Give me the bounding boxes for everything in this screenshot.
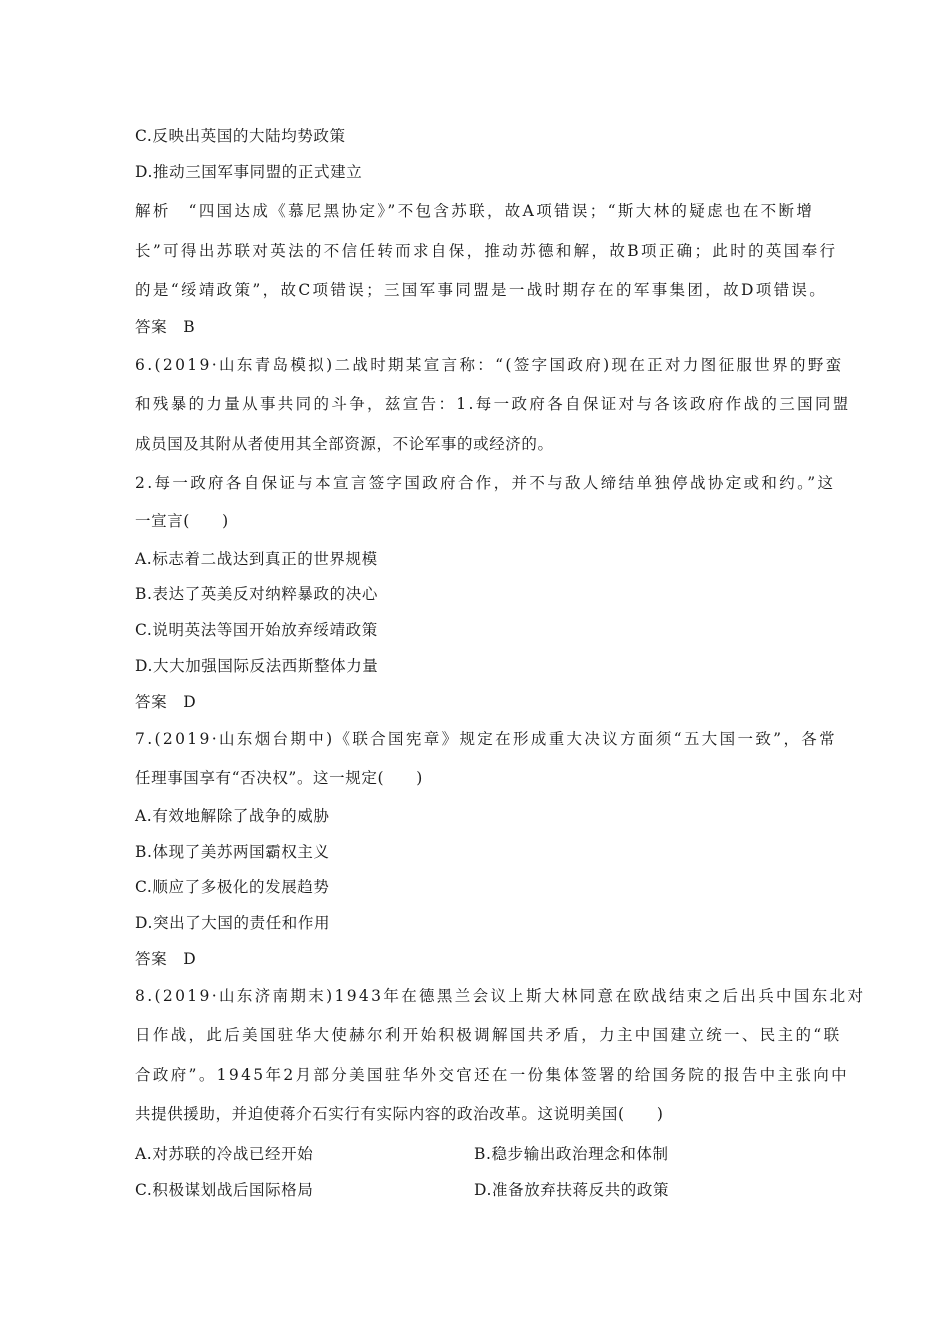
q7-stem-line-1: 7.(2019·山东烟台期中)《联合国宪章》规定在形成重大决议方面须“五大国一致”，各常	[135, 730, 838, 748]
q7-answer: 答案 D	[135, 950, 197, 968]
q6-stem-line-1: 6.(2019·山东青岛模拟)二战时期某宣言称：“(签字国政府)现在正对力图征服世界的野蛮	[135, 356, 844, 374]
q6-stem-line-5: 一宣言( )	[135, 512, 229, 530]
q8-option-d: D.准备放弃扶蒋反共的政策	[474, 1181, 670, 1199]
q7-stem-line-2: 任理事国享有“否决权”。这一规定( )	[135, 769, 423, 787]
q6-option-a: A.标志着二战达到真正的世界规模	[135, 550, 378, 568]
q6-stem-line-4: 2.每一政府各自保证与本宣言签字国政府合作，并不与敌人缔结单独停战协定或和约。”这	[135, 474, 836, 492]
q5-answer: 答案 B	[135, 318, 196, 336]
q6-option-c: C.说明英法等国开始放弃绥靖政策	[135, 621, 378, 639]
q7-option-b: B.体现了美苏两国霸权主义	[135, 843, 330, 861]
q7-option-d: D.突出了大国的责任和作用	[135, 914, 331, 932]
q8-stem-line-3: 合政府”。1945年2月部分美国驻华外交官还在一份集体签署的给国务院的报告中主张向中	[135, 1066, 849, 1084]
q6-answer: 答案 D	[135, 693, 197, 711]
q7-option-c: C.顺应了多极化的发展趋势	[135, 878, 330, 896]
q6-option-d: D.大大加强国际反法西斯整体力量	[135, 657, 379, 675]
q8-option-a: A.对苏联的冷战已经开始	[135, 1145, 314, 1163]
q6-option-b: B.表达了英美反对纳粹暴政的决心	[135, 585, 378, 603]
q6-stem-line-2: 和残暴的力量从事共同的斗争，兹宣告：1.每一政府各自保证对与各该政府作战的三国同盟	[135, 395, 851, 413]
q8-stem-line-1: 8.(2019·山东济南期末)1943年在德黑兰会议上斯大林同意在欧战结束之后出兵中国东北对	[135, 987, 866, 1005]
q5-analysis-line-2: 长”可得出苏联对英法的不信任转而求自保，推动苏德和解，故B项正确；此时的英国奉行	[135, 242, 838, 260]
q8-stem-line-4: 共提供援助，并迫使蒋介石实行有实际内容的政治改革。这说明美国( )	[135, 1105, 664, 1123]
q7-option-a: A.有效地解除了战争的威胁	[135, 807, 330, 825]
q5-option-c: C.反映出英国的大陆均势政策	[135, 127, 346, 145]
q5-analysis-line-1: 解析 “四国达成《慕尼黑协定》”不包含苏联，故A项错误；“斯大林的疑虑也在不断增	[135, 202, 815, 220]
q8-stem-line-2: 日作战，此后美国驻华大使赫尔利开始积极调解国共矛盾，力主中国建立统一、民主的“联	[135, 1026, 842, 1044]
q6-stem-line-3: 成员国及其附从者使用其全部资源，不论军事的或经济的。	[135, 435, 554, 453]
q8-option-b: B.稳步输出政治理念和体制	[474, 1145, 669, 1163]
q5-analysis-line-3: 的是“绥靖政策”，故C项错误；三国军事同盟是一战时期存在的军事集团，故D项错误。	[135, 281, 828, 299]
q5-option-d: D.推动三国军事同盟的正式建立	[135, 163, 363, 181]
q8-option-c: C.积极谋划战后国际格局	[135, 1181, 314, 1199]
